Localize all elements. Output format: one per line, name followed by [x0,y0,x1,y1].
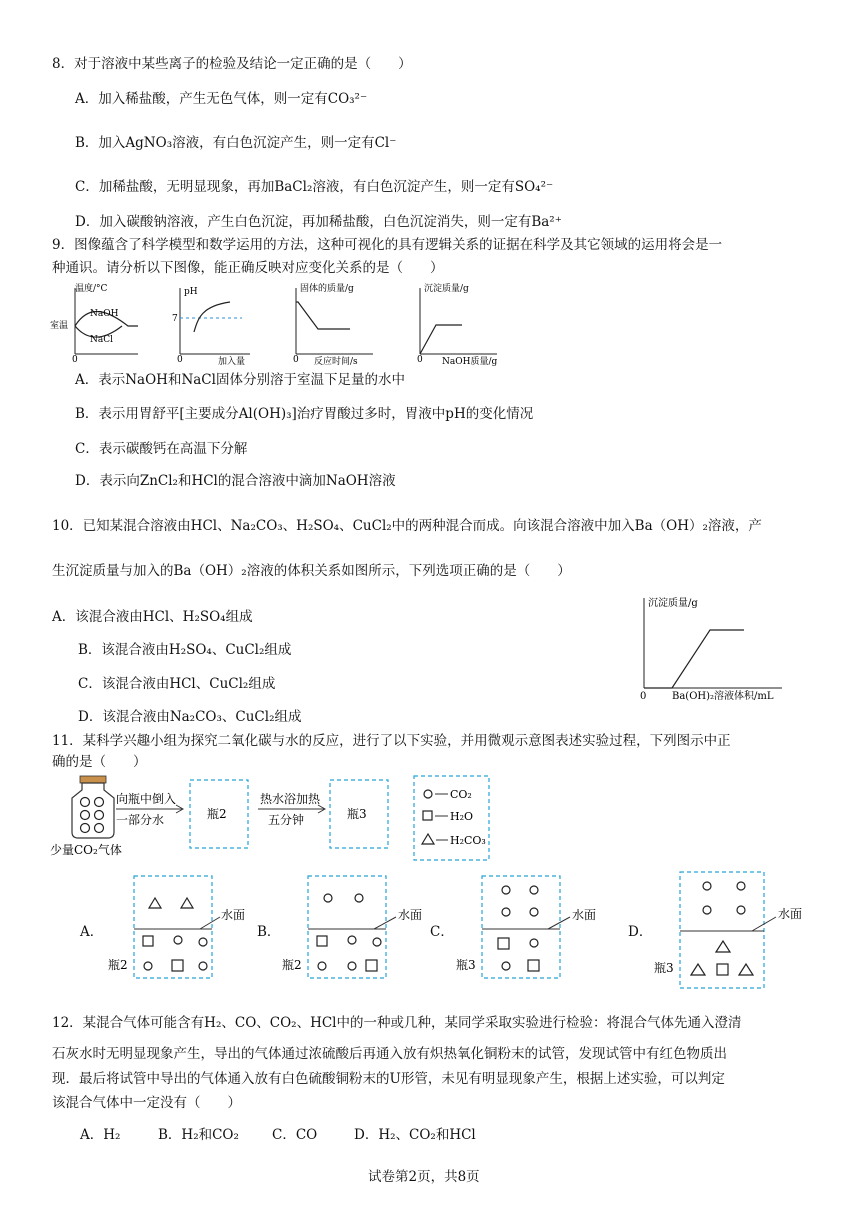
q11-option-b-diagram [282,872,437,982]
q10-ylabel: 沉淀质量/g [648,598,698,609]
step2-top: 热水浴加热 [260,792,321,806]
co2-icon [199,938,207,946]
g2-origin: 0 [177,355,183,365]
q9-graph-temperature [50,282,140,364]
q11-option-d-letter: D． [628,924,653,940]
co2-icon [174,936,182,944]
g3-ylabel: 固体的质量/g [300,284,354,294]
page-footer: 试卷第2页，共8页 [368,1169,480,1185]
q10-stem-line2: 生沉淀质量与加入的Ba（OH）₂溶液的体积关系如图所示，下列选项正确的是（ ） [52,563,571,579]
h2co3-icon [181,898,193,908]
bottle-label: 瓶3 [456,958,476,972]
h2co3-icon [149,898,161,908]
co2-icon [324,894,332,902]
bottle2-label: 瓶2 [207,807,227,821]
q9-option-a: A．表示NaOH和NaCl固体分别溶于室温下足量的水中 [75,372,405,388]
legend-co2: CO₂ [450,788,472,801]
co2-icon [502,886,510,894]
co2-icon [502,962,510,970]
h2co3-molecule-icon [422,834,434,844]
precipitate-line [420,325,462,354]
co2-icon [348,936,356,944]
co2-icon [144,962,152,970]
h2o-icon [528,960,539,971]
q12-option-a: A．H₂ [80,1127,121,1143]
bottle-box [680,872,764,988]
co2-icon [737,906,745,914]
h2o-molecule-icon [423,811,432,820]
g1-top-label: NaOH [90,309,119,319]
co2-icon [373,938,381,946]
q9-option-c: C．表示碳酸钙在高温下分解 [75,441,248,457]
q8-option-b: B．加入AgNO₃溶液，有白色沉淀产生，则一定有Cl⁻ [75,135,397,151]
bottle-box [482,876,560,978]
q9-stem-line2: 种通识。请分析以下图像，能正确反映对应变化关系的是（ ） [52,260,444,276]
water-label: 水面 [398,908,423,922]
q10-graph [632,594,792,704]
q10-option-d: D．该混合液由Na₂CO₃、CuCl₂组成 [78,709,302,725]
bottle-label: 瓶3 [654,961,674,975]
bottle-label: 瓶2 [108,958,128,972]
q10-xlabel: Ba(OH)₂溶液体积/mL [672,691,774,702]
q11-option-a-letter: A． [80,924,104,940]
q8-stem: 8．对于溶液中某些离子的检验及结论一定正确的是（ ） [52,56,412,72]
solid-mass-line [296,302,350,329]
h2o-icon [317,936,327,946]
bottle-label: 瓶2 [282,958,302,972]
q10-option-c: C．该混合液由HCl、CuCl₂组成 [78,676,276,692]
q12-option-c: C．CO [272,1127,318,1143]
h2co3-icon [739,964,753,975]
q9-graph-precipitate [412,282,502,367]
co2-icon [703,906,711,914]
q12-stem-line1: 12．某混合气体可能含有H₂、CO、CO₂、HCl中的一种或几种，某同学采取实验进行检验：将混合气体先通入澄清 [52,1015,742,1031]
q8-option-a: A．加入稀盐酸，产生无色气体，则一定有CO₃²⁻ [75,91,368,107]
co2-icon [355,894,363,902]
q11-option-c-diagram [456,872,611,982]
water-label: 水面 [221,908,246,922]
co2-icon [348,962,356,970]
co2-icon [530,939,538,947]
bottle3-label: 瓶3 [347,807,367,821]
h2o-icon [172,960,183,971]
q11-option-d-diagram [654,868,829,992]
q12-option-b: B．H₂和CO₂ [158,1127,239,1143]
q8-option-d: D．加入碳酸钠溶液，产生白色沉淀，再加稀盐酸，白色沉淀消失，则一定有Ba²⁺ [75,214,562,230]
g1-ylabel: 温度/°C [75,284,108,294]
step2-bottom: 五分钟 [268,813,305,827]
co2-icon [318,962,326,970]
precipitate-line [644,630,744,688]
g4-xlabel: NaOH质量/g [442,357,498,367]
legend-h2co3: H₂CO₃ [450,834,486,847]
h2o-icon [366,960,377,971]
h2o-icon [717,964,728,975]
co2-icon [199,962,207,970]
water-label: 水面 [572,908,597,922]
q10-origin: 0 [640,691,647,702]
q11-option-c-letter: C． [430,924,454,940]
q8-option-c: C．加稀盐酸，无明显现象，再加BaCl₂溶液，有白色沉淀产生，则一定有SO₄²⁻ [75,179,554,195]
g1-bottom-label: NaCl [90,335,114,345]
g1-origin: 0 [72,355,78,365]
g3-xlabel: 反应时间/s [314,357,358,367]
q10-option-b: B．该混合液由H₂SO₄、CuCl₂组成 [78,642,292,658]
q9-stem-line1: 9．图像蕴含了科学模型和数学运用的方法，这种可视化的具有逻辑关系的证据在科学及其它领域的运用将会是一 [52,237,723,253]
legend-h2o: H₂O [450,810,474,823]
g4-ylabel: 沉淀质量/g [424,284,469,294]
water-label: 水面 [778,907,803,921]
q12-stem-line2: 石灰水时无明显现象产生，导出的气体通过浓硫酸后再通入放有炽热氧化铜粉末的试管，发现试管中有红色物质出 [52,1046,727,1062]
q11-stem-line1: 11．某科学兴趣小组为探究二氧化碳与水的反应，进行了以下实验，并用微观示意图表述实验过程，下列图示中正 [52,733,731,749]
h2co3-icon [691,964,705,975]
q11-stem-line2: 确的是（ ） [52,754,147,770]
q11-process-diagram [50,774,500,866]
q9-graph-ph [172,282,252,367]
h2o-icon [498,938,509,949]
ph-curve [194,302,230,332]
g1-side-label: 室温 [50,321,69,331]
q10-stem-line1: 10．已知某混合溶液由HCl、Na₂CO₃、H₂SO₄、CuCl₂中的两种混合而成。向该混合溶液中加入Ba（OH）₂溶液，产 [52,518,762,534]
co2-molecule-icon [424,790,432,798]
co2-icon [737,882,745,890]
co2-bottle-icon [72,776,114,838]
q11-option-b-letter: B． [257,924,281,940]
q12-stem-line3: 现．最后将试管中导出的气体通入放有白色硫酸铜粉末的U形管，未见有明显现象产生，根据上述实验，可以判定 [52,1071,725,1087]
g2-ylabel: pH [184,287,198,297]
q9-option-b: B．表示用胃舒平[主要成分Al(OH)₃]治疗胃酸过多时，胃液中pH的变化情况 [75,406,534,422]
co2-icon [502,908,510,916]
q12-option-d: D．H₂、CO₂和HCl [354,1127,476,1143]
step1-top: 向瓶中倒入 [116,792,177,806]
g2-xlabel: 加入量 [218,357,246,367]
g3-origin: 0 [293,355,299,365]
h2o-icon [143,936,153,946]
gas-caption: 少量CO₂气体 [50,843,122,857]
co2-icon [703,882,711,890]
g2-ref-label: 7 [172,314,178,324]
co2-icon [530,886,538,894]
q10-option-a: A．该混合液由HCl、H₂SO₄组成 [52,609,253,625]
q9-option-d: D．表示向ZnCl₂和HCl的混合溶液中滴加NaOH溶液 [75,473,396,489]
g4-origin: 0 [417,355,423,365]
co2-icon [530,908,538,916]
q12-stem-line4: 该混合气体中一定没有（ ） [52,1095,241,1111]
h2co3-icon [716,941,730,952]
step1-bottom: 一部分水 [116,813,165,827]
q11-option-a-diagram [108,872,263,982]
q9-graph-solid-mass [288,282,378,367]
